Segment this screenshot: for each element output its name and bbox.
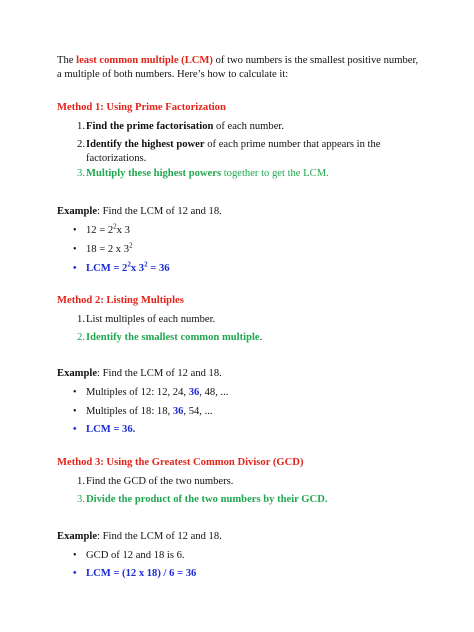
bullet-text: LCM = 2: [86, 263, 128, 274]
bullet-text: 12 = 2: [86, 225, 114, 236]
bullet-text: 18 = 2 x 3: [86, 244, 130, 255]
bullet-dot: •: [73, 424, 77, 435]
bullet-text: LCM = 36.: [86, 424, 136, 435]
step-number: 1.: [77, 121, 85, 132]
superscript: 2: [113, 222, 117, 231]
highlight-36: 36: [172, 406, 184, 417]
method2-heading: Method 2: Listing Multiples: [57, 295, 184, 306]
bullet-text: LCM = (12 x 18) / 6 = 36: [86, 568, 197, 579]
superscript: 2: [127, 260, 131, 269]
bullet-text: , 54, ...: [183, 406, 213, 417]
intro-paragraph: [57, 54, 422, 82]
step-bold: Multiply these highest powers: [86, 168, 222, 179]
step-text: of each prime number that appears in the factorizations.: [86, 139, 381, 164]
step-number: 1.: [77, 314, 85, 325]
step-text: Find the GCD of the two numbers.: [86, 476, 234, 487]
example-label: Example: [57, 206, 98, 217]
bullet-text: Multiples of 12: 12, 24,: [86, 387, 189, 398]
lcm-term: least common multiple (LCM): [76, 55, 213, 66]
highlight-36: 36: [188, 387, 200, 398]
step-number: 3.: [77, 494, 85, 505]
bullet-text: x 3: [116, 225, 130, 236]
intro-pre: The: [57, 55, 77, 66]
bullet-text: = 36: [147, 263, 170, 274]
bullet-dot: •: [73, 550, 77, 561]
example-label: Example: [57, 368, 98, 379]
intro-post: of two numbers is the smallest positive number, a multiple of both numbers. Here’s how to calculate it:: [57, 55, 419, 80]
step-number: 3.: [77, 168, 85, 179]
bullet-dot: •: [73, 387, 77, 398]
step-text: together to get the LCM.: [221, 168, 329, 179]
step-bold: Divide the product of the two numbers by their GCD.: [86, 494, 328, 505]
bullet-text: GCD of 12 and 18 is 6.: [86, 550, 185, 561]
bullet-text: x 3: [130, 263, 145, 274]
bullet-text: Multiples of 18: 18,: [86, 406, 173, 417]
superscript: 2: [129, 241, 133, 250]
step-bold: Identify the smallest common multiple: [86, 332, 260, 343]
step-number: 1.: [77, 476, 85, 487]
method1-heading: Method 1: Using Prime Factorization: [57, 102, 226, 113]
superscript: 2: [144, 260, 148, 269]
bullet-dot: •: [73, 406, 77, 417]
example-label: Example: [57, 531, 98, 542]
step-number: 2.: [77, 139, 85, 150]
bullet-dot: •: [73, 263, 77, 274]
method2-example: [57, 367, 427, 381]
step-bold: Identify the highest power: [86, 139, 205, 150]
bullet-text: , 48, ...: [199, 387, 229, 398]
step-text: List multiples of each number.: [86, 314, 216, 325]
example-text: : Find the LCM of 12 and 18.: [97, 368, 222, 379]
step-text: .: [259, 332, 263, 343]
bullet-dot: •: [73, 568, 77, 579]
bullet-dot: •: [73, 225, 77, 236]
method1-example: [57, 205, 427, 219]
step-bold: Find the prime factorisation: [86, 121, 214, 132]
example-text: : Find the LCM of 12 and 18.: [97, 206, 222, 217]
step-number: 2.: [77, 332, 85, 343]
example-text: : Find the LCM of 12 and 18.: [97, 531, 222, 542]
method3-heading: Method 3: Using the Greatest Common Divisor (GCD): [57, 457, 304, 468]
step-text: of each number.: [213, 121, 285, 132]
bullet-dot: •: [73, 244, 77, 255]
method3-example: [57, 530, 427, 544]
